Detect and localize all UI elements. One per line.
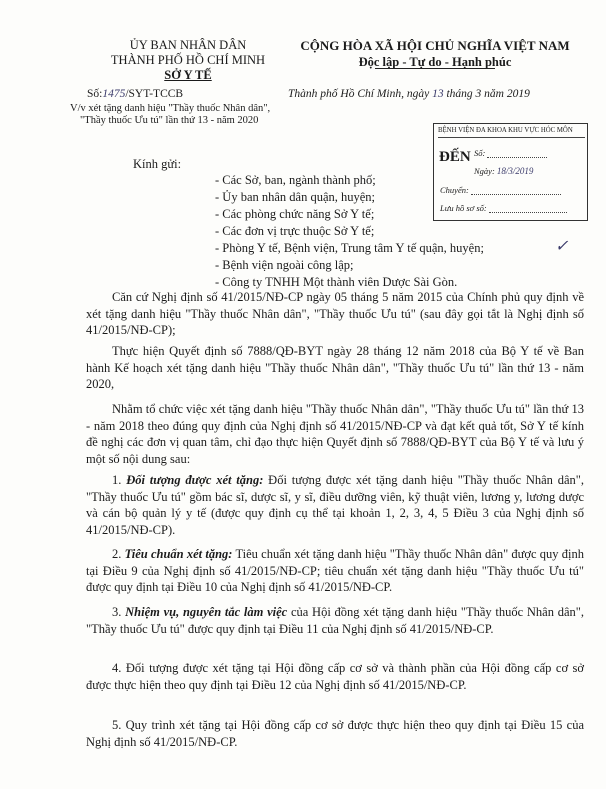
paragraph-4-text: 4. Đối tượng được xét tặng tại Hội đồng cấp cơ sở và thành phần của Hội đồng cấp cơ sở được thực hiện theo quy định tại Điều 12 của Nghị định số 41/2015/NĐ-CP. xyxy=(86,661,584,692)
recipients-label: Kính gửi: xyxy=(133,157,182,171)
stamp-so-label: Số: xyxy=(474,148,486,158)
paragraph-3-text: Nhằm tổ chức việc xét tặng danh hiệu "Thầy thuốc Nhân dân", "Thầy thuốc Ưu tú" lần thứ 13 - năm 2018 theo đúng quy định của Nghị định số 41/2015/NĐ-CP và đạt kết quả tốt, Sở Y tế kính đề nghị các đơn vị quan tâm, chỉ đạo thực hiện Quyết định số 7888/QĐ-BYT của Bộ Y tế và lưu ý một số nội dung sau: xyxy=(86,402,584,466)
nation-line-1: CỘNG HÒA XÃ HỘI CHỦ NGHĨA VIỆT NAM xyxy=(300,38,570,53)
nation-header xyxy=(285,38,585,70)
recipient-item: - Các phòng chức năng Sở Y tế; xyxy=(215,207,375,221)
stamp-so-row xyxy=(474,148,547,158)
recipients-list xyxy=(215,172,515,291)
paragraph-2 xyxy=(86,343,584,393)
subject-block xyxy=(70,103,310,127)
item-1-heading: Đối tượng được xét tặng: xyxy=(126,473,264,487)
stamp-chuyen-label: Chuyển: xyxy=(440,185,469,195)
paragraph-4 xyxy=(86,660,584,693)
recipient-item: - Bệnh viện ngoài công lập; xyxy=(215,258,354,272)
date-line xyxy=(288,88,598,100)
recipient-item: - Công ty TNHH Một thành viên Dược Sài Gòn. xyxy=(215,275,458,289)
subject-line-2: "Thầy thuốc Ưu tú" lần thứ 13 - năm 2020 xyxy=(80,115,259,126)
doc-number xyxy=(87,88,317,100)
stamp-ngay-label: Ngày: xyxy=(474,166,495,176)
date-part-1: Thành phố Hồ Chí Minh, ngày xyxy=(288,88,430,100)
nation-line-2: Độc lập - Tự do - Hạnh phúc xyxy=(358,55,512,69)
recipient-item: - Phòng Y tế, Bệnh viện, Trung tâm Y tế quận, huyện; xyxy=(215,241,484,255)
item-3 xyxy=(86,604,584,637)
paragraph-1-text: Căn cứ Nghị định số 41/2015/NĐ-CP ngày 05 tháng 5 năm 2015 của Chính phủ quy định về xét tặng danh hiệu "Thầy thuốc Nhân dân", "Thầy thuốc Ưu tú" (sau đây gọi tắt là Nghị định số 41/2015/NĐ-CP); xyxy=(86,290,584,337)
stamp-org: BỆNH VIỆN ĐA KHOA KHU VỰC HÓC MÔN xyxy=(438,127,585,138)
stamp-so-line xyxy=(487,149,547,158)
item-1-text: Đối tượng được xét tặng danh hiệu "Thầy thuốc Nhân dân", "Thầy thuốc Ưu tú" gồm bác sĩ, dược sĩ, y sĩ, điều dưỡng viên, kỹ thuật viên, lương y, lương dược và cán bộ quản lý y tế (được quy định cụ thể tại khoản 1, 2, 3, 4, 5 Điều 3 của Nghị định số 41/2015/NĐ-CP). xyxy=(86,473,585,537)
recipient-item: - Ủy ban nhân dân quận, huyện; xyxy=(215,190,376,204)
item-2-text: Tiêu chuẩn xét tặng danh hiệu "Thầy thuốc Nhân dân" được quy định tại Điều 9 của Nghị định số 41/2015/NĐ-CP; tiêu chuẩn xét tặng danh hiệu "Thầy thuốc Ưu tú" được quy định tại Điều 10 của Nghị định số 41/2015/NĐ-CP. xyxy=(86,547,585,594)
subject-line-1: V/v xét tặng danh hiệu "Thầy thuốc Nhân dân", xyxy=(70,103,271,114)
doc-number-handwritten: 1475 xyxy=(102,88,126,100)
nation-underline xyxy=(375,68,495,69)
item-3-text: của Hội đồng xét tặng danh hiệu "Thầy thuốc Nhân dân", "Thầy thuốc Ưu tú" được quy định tại Điều 11 của Nghị định số 41/2015/NĐ-CP. xyxy=(86,605,584,636)
item-3-number: 3. xyxy=(112,605,122,619)
date-part-2: tháng 3 năm 2019 xyxy=(446,88,530,100)
paragraph-5 xyxy=(86,717,584,750)
date-day: 13 xyxy=(432,88,444,100)
handwritten-check-mark: ✓ xyxy=(555,238,569,255)
stamp-den: ĐẾN xyxy=(439,149,471,165)
doc-number-prefix: Số: xyxy=(87,88,103,100)
agency-line-1: ỦY BAN NHÂN DÂN xyxy=(129,38,247,52)
item-2 xyxy=(86,546,584,596)
item-1-number: 1. xyxy=(112,473,122,487)
paragraph-5-text: 5. Quy trình xét tặng tại Hội đồng cấp cơ sở được thực hiện theo quy định tại Điều 15 của Nghị định số 41/2015/NĐ-CP. xyxy=(86,718,584,749)
paragraph-3 xyxy=(86,401,584,467)
recipient-item: - Các Sở, ban, ngành thành phố; xyxy=(215,173,376,187)
recipient-item: - Các đơn vị trực thuộc Sở Y tế; xyxy=(215,224,375,238)
item-3-heading: Nhiệm vụ, nguyên tắc làm việc xyxy=(125,605,288,619)
item-2-number: 2. xyxy=(112,547,122,561)
item-2-heading: Tiêu chuẩn xét tặng: xyxy=(124,547,233,561)
stamp-ngay-value: 18/3/2019 xyxy=(496,166,534,176)
agency-line-3: SỞ Y TẾ xyxy=(164,68,212,82)
doc-number-suffix: /SYT-TCCB xyxy=(125,88,184,100)
agency-line-2: THÀNH PHỐ HỒ CHÍ MINH xyxy=(110,53,266,67)
paragraph-1 xyxy=(86,289,584,339)
stamp-luu-label: Lưu hồ sơ số: xyxy=(440,203,487,213)
agency-header xyxy=(88,38,288,83)
item-1 xyxy=(86,472,584,538)
paragraph-2-text: Thực hiện Quyết định số 7888/QĐ-BYT ngày 28 tháng 12 năm 2018 của Bộ Y tế về Ban hành Kế hoạch xét tặng danh hiệu "Thầy thuốc Nhân dân", "Thầy thuốc Ưu tú" lần thứ 13 - năm 2020, xyxy=(86,344,584,391)
